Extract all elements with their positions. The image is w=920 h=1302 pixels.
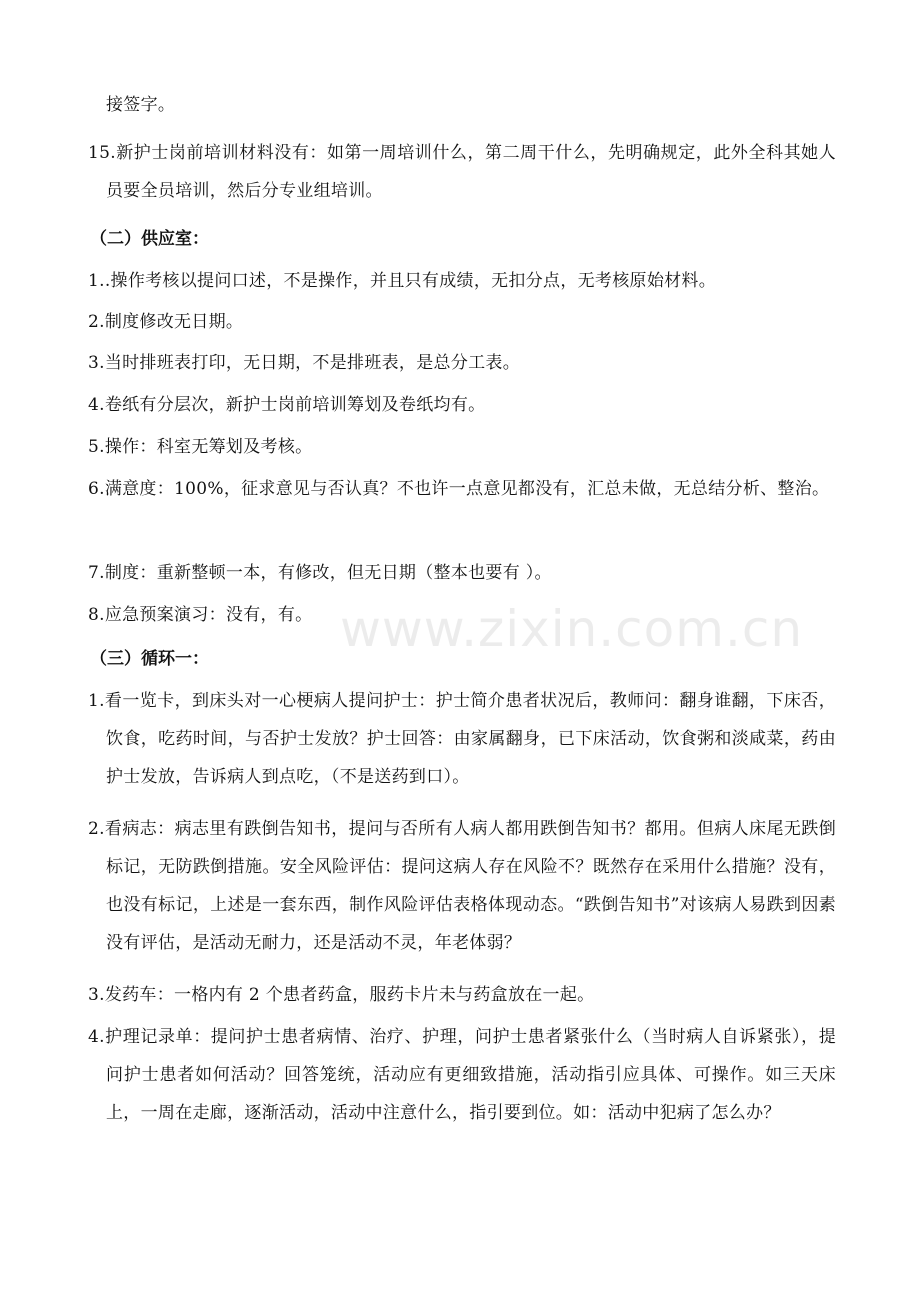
section-heading-circulation-one: （三）循环一： — [90, 649, 209, 669]
paragraph-15: 15.新护士岗前培训材料没有：如第一周培训什么，第二周干什么，先明确规定，此外全科其她人员要全员培训，然后分专业组培训。 — [88, 143, 836, 201]
supply-item-3: 3.当时排班表打印，无日期，不是排班表，是总分工表。 — [88, 353, 521, 373]
section-heading-supply-room: （二）供应室： — [90, 229, 209, 249]
supply-item-6: 6.满意度：100%，征求意见与否认真？不也许一点意见都没有，汇总未做，无总结分析、整治。 — [88, 479, 830, 499]
supply-item-2: 2.制度修改无日期。 — [88, 312, 244, 332]
supply-item-4: 4.卷纸有分层次，新护士岗前培训筹划及卷纸均有。 — [88, 395, 486, 415]
supply-item-5: 5.操作：科室无筹划及考核。 — [88, 437, 313, 457]
circulation-item-3: 3.发药车：一格内有 2 个患者药盒，服药卡片未与药盒放在一起。 — [88, 985, 595, 1005]
paragraph-continuation: 接签字。 — [106, 95, 176, 115]
circulation-item-4: 4.护理记录单：提问护士患者病情、治疗、护理，问护士患者紧张什么（当时病人自诉紧张），提问护士患者如何活动？回答笼统，活动应有更细致措施，活动指引应具体、可操作。如三天床上，一周在走廊，逐渐活动，活动中注意什么，指引要到位。如：活动中犯病了怎么办？ — [88, 1027, 836, 1123]
supply-item-8: 8.应急预案演习：没有，有。 — [88, 605, 313, 625]
supply-item-7: 7.制度：重新整顿一本，有修改，但无日期（整本也要有 ）。 — [88, 563, 552, 583]
watermark-text: www.zixin.com.cn — [340, 600, 804, 658]
circulation-item-1: 1.看一览卡，到床头对一心梗病人提问护士：护士简介患者状况后，教师问：翻身谁翻，下床否，饮食，吃药时间，与否护士发放？护士回答：由家属翻身，已下床活动，饮食粥和淡咸菜，药由护士发放，告诉病人到点吃，（不是送药到口）。 — [88, 691, 836, 787]
circulation-item-2: 2.看病志：病志里有跌倒告知书，提问与否所有人病人都用跌倒告知书？都用。但病人床尾无跌倒标记，无防跌倒措施。安全风险评估：提问这病人存在风险不？既然存在采用什么措施？没有，也没有标记，上述是一套东西，制作风险评估表格体现动态。“跌倒告知书”对该病人易跌到因素没有评估，是活动无耐力，还是活动不灵，年老体弱？ — [88, 819, 836, 953]
supply-item-1: 1..操作考核以提问口述，不是操作，并且只有成绩，无扣分点，无考核原始材料。 — [88, 271, 717, 291]
